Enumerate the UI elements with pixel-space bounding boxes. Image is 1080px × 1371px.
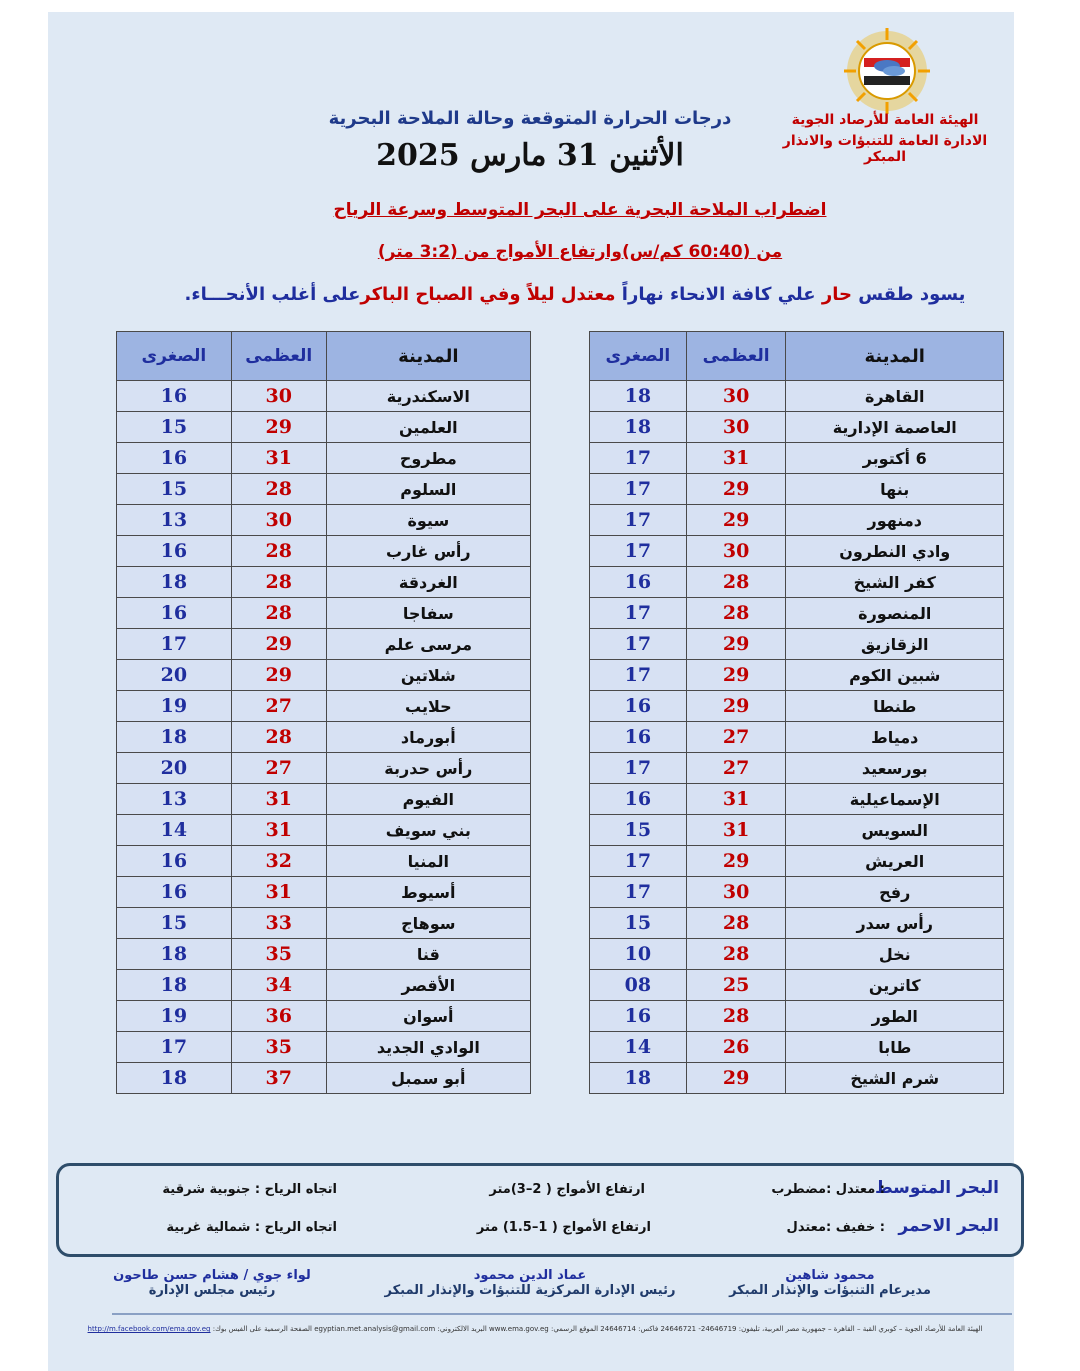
city-cell: أبورماد <box>326 722 530 753</box>
signature-central-director <box>360 1268 700 1298</box>
min-temp-cell: 16 <box>117 846 232 877</box>
signature-name: محمود شاهين <box>785 1268 875 1283</box>
table-row <box>590 970 1004 1001</box>
city-cell: الغردقة <box>326 567 530 598</box>
min-temp-cell: 15 <box>117 412 232 443</box>
min-temp-cell: 16 <box>117 381 232 412</box>
min-temp-cell: 17 <box>590 846 687 877</box>
table-row <box>117 474 531 505</box>
table-row <box>117 908 531 939</box>
max-temp-cell: 27 <box>686 722 786 753</box>
table-row <box>117 536 531 567</box>
min-temp-cell: 14 <box>117 815 232 846</box>
weather-summary-part: علي كافة الانحاء نهاراً <box>615 284 816 305</box>
min-temp-cell: 16 <box>590 567 687 598</box>
city-cell: نخل <box>786 939 1004 970</box>
city-cell: شرم الشيخ <box>786 1063 1004 1094</box>
city-cell: المنصورة <box>786 598 1004 629</box>
table-row <box>590 474 1004 505</box>
max-temp-cell: 30 <box>686 412 786 443</box>
min-temp-cell: 18 <box>117 567 232 598</box>
city-cell: مرسى علم <box>326 629 530 660</box>
min-temp-cell: 13 <box>117 505 232 536</box>
max-temp-cell: 33 <box>231 908 326 939</box>
city-cell: السلوم <box>326 474 530 505</box>
max-temp-cell: 29 <box>231 629 326 660</box>
max-temp-cell: 28 <box>686 598 786 629</box>
city-cell: سيوة <box>326 505 530 536</box>
sea-state-mediterranean: : معتدل :مضطرب <box>771 1182 885 1197</box>
max-temp-cell: 29 <box>231 412 326 443</box>
table-row <box>117 629 531 660</box>
min-temp-cell: 17 <box>590 877 687 908</box>
city-cell: السويس <box>786 815 1004 846</box>
footer-divider <box>112 1313 1012 1315</box>
city-cell: أسوان <box>326 1001 530 1032</box>
max-temp-cell: 28 <box>231 474 326 505</box>
city-cell: وادي النطرون <box>786 536 1004 567</box>
table-row <box>117 1032 531 1063</box>
min-temp-cell: 18 <box>117 939 232 970</box>
footer-contact <box>60 1325 1010 1333</box>
sea-name-red-sea: البحر الاحمر <box>898 1216 999 1236</box>
city-cell: الاسكندرية <box>326 381 530 412</box>
weather-summary-night: ليلاً وفي الصباح الباكر <box>360 284 555 305</box>
min-temp-cell: 16 <box>590 691 687 722</box>
table-row <box>590 412 1004 443</box>
ema-logo-icon <box>842 26 932 116</box>
temperature-table-left <box>116 331 531 1094</box>
table-row <box>117 753 531 784</box>
header-city: المدينة <box>786 332 1004 381</box>
weather-summary-part: على أغلب الأنحـــاء. <box>184 284 361 305</box>
min-temp-cell: 17 <box>117 629 232 660</box>
city-cell: المنيا <box>326 846 530 877</box>
max-temp-cell: 28 <box>686 1001 786 1032</box>
max-temp-cell: 36 <box>231 1001 326 1032</box>
table-row <box>590 567 1004 598</box>
city-cell: كاترين <box>786 970 1004 1001</box>
waves-mediterranean: ارتفاع الأمواج ( 2–3)متر <box>489 1182 645 1197</box>
weather-summary-part: يسود طقس <box>851 284 966 305</box>
table-row <box>590 536 1004 567</box>
table-row <box>117 691 531 722</box>
city-cell: رفح <box>786 877 1004 908</box>
max-temp-cell: 31 <box>686 443 786 474</box>
max-temp-cell: 29 <box>686 629 786 660</box>
min-temp-cell: 17 <box>590 753 687 784</box>
table-row <box>590 660 1004 691</box>
max-temp-cell: 27 <box>231 691 326 722</box>
marine-warning-line1: اضطراب الملاحة البحرية على البحر المتوسط وسرعة الرياح <box>333 200 827 220</box>
max-temp-cell: 37 <box>231 1063 326 1094</box>
city-cell: الطور <box>786 1001 1004 1032</box>
city-cell: دمنهور <box>786 505 1004 536</box>
min-temp-cell: 16 <box>117 598 232 629</box>
max-temp-cell: 28 <box>231 598 326 629</box>
min-temp-cell: 17 <box>590 598 687 629</box>
max-temp-cell: 28 <box>686 908 786 939</box>
min-temp-cell: 15 <box>590 815 687 846</box>
table-row <box>590 877 1004 908</box>
min-temp-cell: 08 <box>590 970 687 1001</box>
min-temp-cell: 17 <box>590 443 687 474</box>
footer-text: الهيئة العامة للأرصاد الجوية – كوبري القبة – القاهرة – جمهورية مصر العربية، تليفون: 24646719- 24646721 فاكس: 24646714 الموقع الرسمي: www.ema.gov.eg البريد الالكتروني: egyptian.met.analysis@gmail.com الصفحة الرسمية على الفيس بوك: <box>212 1325 983 1333</box>
city-cell: بنها <box>786 474 1004 505</box>
min-temp-cell: 17 <box>590 474 687 505</box>
signature-name: لواء جوي / هشام حسن طاحون <box>113 1268 311 1283</box>
min-temp-cell: 17 <box>590 660 687 691</box>
table-row <box>590 1001 1004 1032</box>
city-cell: أبو سمبل <box>326 1063 530 1094</box>
max-temp-cell: 28 <box>686 939 786 970</box>
max-temp-cell: 29 <box>686 846 786 877</box>
city-cell: العلمين <box>326 412 530 443</box>
table-row <box>117 381 531 412</box>
table-row <box>117 1063 531 1094</box>
sea-name-mediterranean: البحر المتوسط <box>874 1178 999 1198</box>
forecast-date: الأثنين 31 مارس 2025 <box>376 138 684 173</box>
city-cell: الفيوم <box>326 784 530 815</box>
min-temp-cell: 16 <box>117 443 232 474</box>
table-row <box>590 1032 1004 1063</box>
max-temp-cell: 28 <box>231 567 326 598</box>
table-row <box>590 846 1004 877</box>
city-cell: رأس حدربة <box>326 753 530 784</box>
min-temp-cell: 15 <box>590 908 687 939</box>
city-cell: بني سويف <box>326 815 530 846</box>
max-temp-cell: 35 <box>231 1032 326 1063</box>
wind-mediterranean: اتجاه الرياح : جنوبية شرقية <box>162 1182 337 1197</box>
min-temp-cell: 20 <box>117 753 232 784</box>
city-cell: طابا <box>786 1032 1004 1063</box>
max-temp-cell: 32 <box>231 846 326 877</box>
org-name: الهيئة العامة للأرصاد الجوية <box>791 112 979 128</box>
table-row <box>590 598 1004 629</box>
table-row <box>590 908 1004 939</box>
city-cell: الوادي الجديد <box>326 1032 530 1063</box>
max-temp-cell: 28 <box>231 722 326 753</box>
city-cell: الإسماعيلية <box>786 784 1004 815</box>
city-cell: حلايب <box>326 691 530 722</box>
city-cell: سفاجا <box>326 598 530 629</box>
max-temp-cell: 25 <box>686 970 786 1001</box>
org-department: الادارة العامة للتنبؤات والانذار المبكر <box>782 133 988 165</box>
min-temp-cell: 10 <box>590 939 687 970</box>
table-row <box>117 598 531 629</box>
table-row <box>117 567 531 598</box>
max-temp-cell: 31 <box>231 877 326 908</box>
weather-summary-mild: معتدل <box>554 284 616 305</box>
min-temp-cell: 16 <box>590 722 687 753</box>
max-temp-cell: 30 <box>686 877 786 908</box>
table-row <box>117 412 531 443</box>
max-temp-cell: 34 <box>231 970 326 1001</box>
min-temp-cell: 18 <box>117 970 232 1001</box>
city-cell: كفر الشيخ <box>786 567 1004 598</box>
min-temp-cell: 15 <box>117 908 232 939</box>
table-row <box>117 846 531 877</box>
min-temp-cell: 18 <box>117 1063 232 1094</box>
table-row <box>117 1001 531 1032</box>
table-row <box>590 939 1004 970</box>
table-row <box>590 753 1004 784</box>
city-cell: مطروح <box>326 443 530 474</box>
weather-summary <box>150 284 1000 305</box>
min-temp-cell: 16 <box>117 536 232 567</box>
min-temp-cell: 18 <box>117 722 232 753</box>
max-temp-cell: 30 <box>686 381 786 412</box>
header-city: المدينة <box>326 332 530 381</box>
table-row <box>590 629 1004 660</box>
max-temp-cell: 29 <box>686 660 786 691</box>
city-cell: طنطا <box>786 691 1004 722</box>
max-temp-cell: 28 <box>231 536 326 567</box>
min-temp-cell: 17 <box>117 1032 232 1063</box>
table-row <box>117 784 531 815</box>
city-cell: دمياط <box>786 722 1004 753</box>
signature-chairman <box>82 1268 342 1298</box>
max-temp-cell: 29 <box>686 1063 786 1094</box>
signature-director <box>700 1268 960 1298</box>
table-row <box>117 970 531 1001</box>
signature-name: عماد الدين محمود <box>473 1268 587 1283</box>
page-title: درجات الحرارة المتوقعة وحالة الملاحة البحرية <box>328 108 732 129</box>
table-row <box>590 784 1004 815</box>
max-temp-cell: 31 <box>231 784 326 815</box>
max-temp-cell: 29 <box>686 691 786 722</box>
max-temp-cell: 30 <box>686 536 786 567</box>
max-temp-cell: 27 <box>231 753 326 784</box>
signature-title: مديرعام التنبؤات والإنذار المبكر <box>729 1283 931 1298</box>
table-row <box>117 443 531 474</box>
min-temp-cell: 19 <box>117 691 232 722</box>
wind-red-sea: اتجاه الرياح : شمالية غربية <box>166 1220 337 1235</box>
max-temp-cell: 31 <box>231 443 326 474</box>
min-temp-cell: 16 <box>590 784 687 815</box>
table-row <box>117 939 531 970</box>
city-cell: قنا <box>326 939 530 970</box>
table-row <box>117 815 531 846</box>
max-temp-cell: 27 <box>686 753 786 784</box>
waves-red-sea: ارتفاع الأمواج ( 1–1.5) متر <box>476 1220 651 1235</box>
city-cell: أسيوط <box>326 877 530 908</box>
city-cell: رأس غارب <box>326 536 530 567</box>
table-row <box>590 505 1004 536</box>
min-temp-cell: 19 <box>117 1001 232 1032</box>
table-row <box>590 381 1004 412</box>
city-cell: شلاتين <box>326 660 530 691</box>
city-cell: سوهاج <box>326 908 530 939</box>
min-temp-cell: 20 <box>117 660 232 691</box>
header-max: العظمى <box>686 332 786 381</box>
max-temp-cell: 29 <box>231 660 326 691</box>
sea-state-red-sea: : خفيف :معتدل <box>786 1220 885 1235</box>
min-temp-cell: 17 <box>590 629 687 660</box>
min-temp-cell: 17 <box>590 505 687 536</box>
max-temp-cell: 35 <box>231 939 326 970</box>
table-row <box>117 505 531 536</box>
marine-warning-line2: من (60:40 كم/س)وارتفاع الأمواج من (3:2 متر) <box>377 242 783 262</box>
table-row <box>117 722 531 753</box>
max-temp-cell: 31 <box>686 784 786 815</box>
header-max: العظمى <box>231 332 326 381</box>
table-row <box>590 691 1004 722</box>
min-temp-cell: 16 <box>590 1001 687 1032</box>
city-cell: القاهرة <box>786 381 1004 412</box>
max-temp-cell: 30 <box>231 505 326 536</box>
table-row <box>117 877 531 908</box>
marine-conditions-box <box>56 1163 1024 1257</box>
min-temp-cell: 16 <box>117 877 232 908</box>
table-row <box>590 722 1004 753</box>
city-cell: رأس سدر <box>786 908 1004 939</box>
city-cell: العريش <box>786 846 1004 877</box>
min-temp-cell: 18 <box>590 412 687 443</box>
table-row <box>590 1063 1004 1094</box>
max-temp-cell: 31 <box>231 815 326 846</box>
city-cell: شبين الكوم <box>786 660 1004 691</box>
max-temp-cell: 29 <box>686 474 786 505</box>
min-temp-cell: 18 <box>590 1063 687 1094</box>
min-temp-cell: 17 <box>590 536 687 567</box>
min-temp-cell: 15 <box>117 474 232 505</box>
signature-title: رئيس الإدارة المركزية للتنبؤات والإنذار المبكر <box>384 1283 676 1298</box>
city-cell: بورسعيد <box>786 753 1004 784</box>
signature-title: رئيس مجلس الإدارة <box>148 1283 276 1298</box>
max-temp-cell: 29 <box>686 505 786 536</box>
city-cell: العاصمة الإدارية <box>786 412 1004 443</box>
table-row <box>590 815 1004 846</box>
weather-summary-hot: حار <box>815 284 852 305</box>
header-min: الصغرى <box>117 332 232 381</box>
min-temp-cell: 13 <box>117 784 232 815</box>
table-row <box>590 443 1004 474</box>
max-temp-cell: 28 <box>686 567 786 598</box>
facebook-link[interactable]: http://m.facebook.com/ema.gov.eg <box>87 1325 211 1333</box>
header-min: الصغرى <box>590 332 687 381</box>
temperature-table-right <box>589 331 1004 1094</box>
min-temp-cell: 18 <box>590 381 687 412</box>
max-temp-cell: 26 <box>686 1032 786 1063</box>
city-cell: الأقصر <box>326 970 530 1001</box>
city-cell: الزقازيق <box>786 629 1004 660</box>
table-row <box>117 660 531 691</box>
city-cell: 6 أكتوبر <box>786 443 1004 474</box>
max-temp-cell: 31 <box>686 815 786 846</box>
max-temp-cell: 30 <box>231 381 326 412</box>
min-temp-cell: 14 <box>590 1032 687 1063</box>
